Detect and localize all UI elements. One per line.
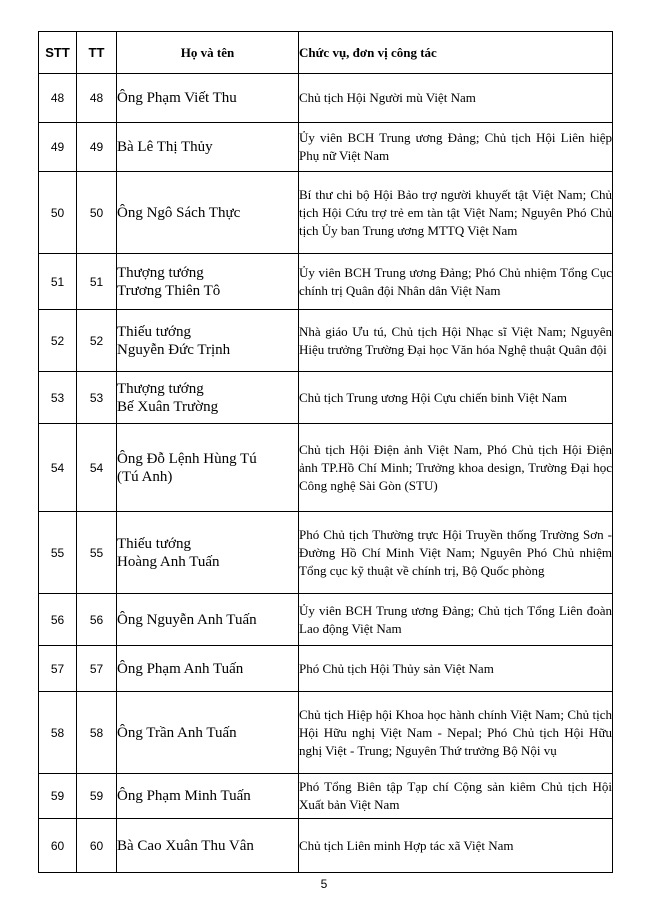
cell-stt: 53 — [39, 372, 77, 424]
cell-tt: 48 — [77, 74, 117, 123]
cell-stt: 48 — [39, 74, 77, 123]
cell-name: Ông Trần Anh Tuấn — [117, 692, 299, 774]
cell-name: Thiếu tướng Hoàng Anh Tuấn — [117, 512, 299, 594]
cell-role: Chủ tịch Hiệp hội Khoa học hành chính Việt Nam; Chủ tịch Hội Hữu nghị Việt Nam - Nepal; Phó Chủ tịch Hội Hữu nghị Việt - Trung; Nguyên Thứ trưởng Bộ Nội vụ — [299, 692, 613, 774]
cell-tt: 50 — [77, 172, 117, 254]
cell-tt: 60 — [77, 819, 117, 873]
header-role: Chức vụ, đơn vị công tác — [299, 32, 613, 74]
cell-name: Ông Ngô Sách Thực — [117, 172, 299, 254]
header-name: Họ và tên — [117, 32, 299, 74]
table-row — [39, 692, 613, 774]
cell-role: Ủy viên BCH Trung ương Đảng; Chủ tịch Tổng Liên đoàn Lao động Việt Nam — [299, 594, 613, 646]
cell-name: Thiếu tướng Nguyễn Đức Trịnh — [117, 310, 299, 372]
table-row — [39, 512, 613, 594]
cell-tt: 54 — [77, 424, 117, 512]
table-row — [39, 372, 613, 424]
cell-role: Phó Tổng Biên tập Tạp chí Cộng sản kiêm Chủ tịch Hội Xuất bản Việt Nam — [299, 774, 613, 819]
table-row — [39, 254, 613, 310]
cell-stt: 49 — [39, 123, 77, 172]
cell-tt: 51 — [77, 254, 117, 310]
cell-name: Ông Nguyễn Anh Tuấn — [117, 594, 299, 646]
cell-stt: 59 — [39, 774, 77, 819]
cell-name: Thượng tướng Trương Thiên Tô — [117, 254, 299, 310]
table-row — [39, 646, 613, 692]
cell-tt: 52 — [77, 310, 117, 372]
page-number: 5 — [320, 877, 328, 891]
cell-name: Bà Cao Xuân Thu Vân — [117, 819, 299, 873]
cell-tt: 59 — [77, 774, 117, 819]
table-row — [39, 774, 613, 819]
cell-stt: 54 — [39, 424, 77, 512]
table-row — [39, 123, 613, 172]
cell-stt: 51 — [39, 254, 77, 310]
table-row — [39, 172, 613, 254]
cell-role: Chủ tịch Hội Điện ảnh Việt Nam, Phó Chủ tịch Hội Điện ảnh TP.Hồ Chí Minh; Trưởng khoa design, Trường Đại học Công nghệ Sài Gòn (STU) — [299, 424, 613, 512]
cell-tt: 57 — [77, 646, 117, 692]
cell-name: Ông Phạm Anh Tuấn — [117, 646, 299, 692]
cell-role: Phó Chủ tịch Thường trực Hội Truyền thống Trường Sơn - Đường Hồ Chí Minh Việt Nam; Nguyên Phó Chủ nhiệm Tổng cục kỹ thuật về chính trị, Bộ Quốc phòng — [299, 512, 613, 594]
cell-stt: 55 — [39, 512, 77, 594]
header-tt: TT — [77, 32, 117, 74]
table-row — [39, 424, 613, 512]
cell-stt: 56 — [39, 594, 77, 646]
cell-tt: 55 — [77, 512, 117, 594]
cell-role: Bí thư chi bộ Hội Bảo trợ người khuyết tật Việt Nam; Chủ tịch Hội Cứu trợ trẻ em tàn tật Việt Nam; Nguyên Phó Chủ tịch Ủy ban Trung ương MTTQ Việt Nam — [299, 172, 613, 254]
cell-role: Chủ tịch Hội Người mù Việt Nam — [299, 74, 613, 123]
cell-name: Bà Lê Thị Thủy — [117, 123, 299, 172]
table-row — [39, 310, 613, 372]
header-row — [39, 32, 613, 74]
table-row — [39, 594, 613, 646]
cell-stt: 60 — [39, 819, 77, 873]
cell-role: Chủ tịch Trung ương Hội Cựu chiến binh Việt Nam — [299, 372, 613, 424]
cell-role: Ủy viên BCH Trung ương Đảng; Phó Chủ nhiệm Tổng Cục chính trị Quân đội Nhân dân Việt Nam — [299, 254, 613, 310]
table-row — [39, 74, 613, 123]
cell-name: Ông Phạm Minh Tuấn — [117, 774, 299, 819]
cell-name: Ông Phạm Viết Thu — [117, 74, 299, 123]
cell-name: Ông Đỗ Lệnh Hùng Tú (Tú Anh) — [117, 424, 299, 512]
cell-role: Chủ tịch Liên minh Hợp tác xã Việt Nam — [299, 819, 613, 873]
cell-stt: 58 — [39, 692, 77, 774]
cell-tt: 56 — [77, 594, 117, 646]
cell-role: Nhà giáo Ưu tú, Chủ tịch Hội Nhạc sĩ Việt Nam; Nguyên Hiệu trưởng Trường Đại học Văn hóa Nghệ thuật Quân đội — [299, 310, 613, 372]
cell-tt: 58 — [77, 692, 117, 774]
cell-role: Phó Chủ tịch Hội Thủy sản Việt Nam — [299, 646, 613, 692]
cell-stt: 57 — [39, 646, 77, 692]
table-row — [39, 819, 613, 873]
cell-stt: 50 — [39, 172, 77, 254]
cell-role: Ủy viên BCH Trung ương Đảng; Chủ tịch Hội Liên hiệp Phụ nữ Việt Nam — [299, 123, 613, 172]
cell-stt: 52 — [39, 310, 77, 372]
cell-tt: 49 — [77, 123, 117, 172]
cell-tt: 53 — [77, 372, 117, 424]
member-table — [38, 31, 613, 873]
header-stt: STT — [39, 32, 77, 74]
cell-name: Thượng tướng Bế Xuân Trường — [117, 372, 299, 424]
